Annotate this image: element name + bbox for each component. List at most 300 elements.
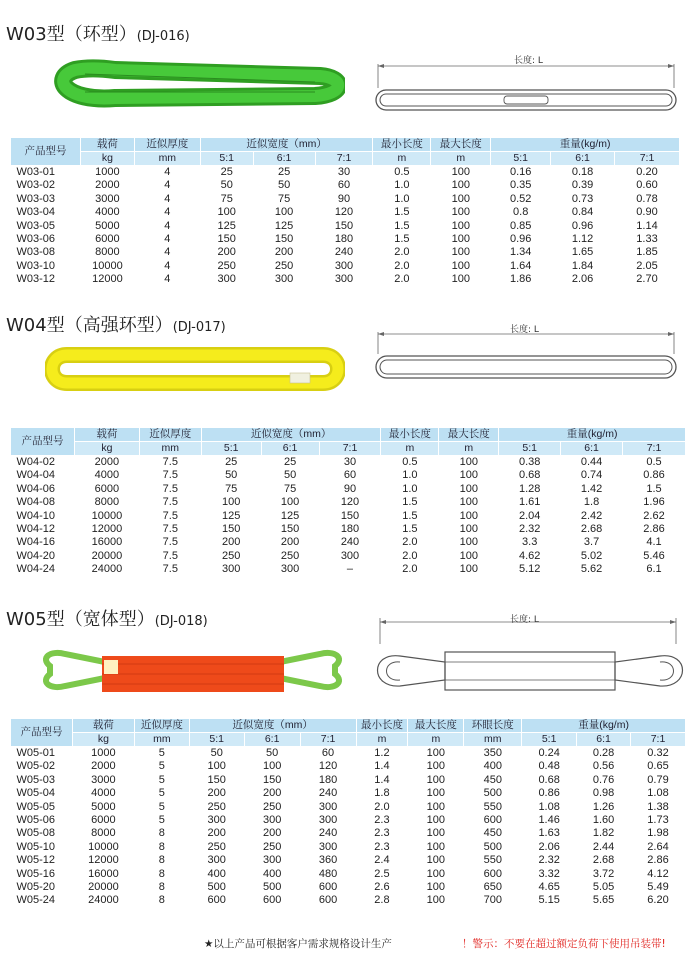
unit-cell: m <box>356 733 408 747</box>
value-cell: 550 <box>483 854 502 867</box>
value-cell: 1.5 <box>402 496 418 509</box>
value-cell: 300 <box>262 854 282 867</box>
unit-cell: kg <box>72 733 134 747</box>
value-cell: 150 <box>274 233 294 246</box>
value-cell: 7.5 <box>162 469 178 482</box>
header-weight: 重量(kg/m) <box>522 719 686 733</box>
value-cell: 1.28 <box>518 482 541 495</box>
header-width: 近似宽度（mm） <box>200 138 373 152</box>
header-width: 近似宽度（mm） <box>201 428 381 442</box>
value-cell: 500 <box>483 840 502 853</box>
value-cell: 12000 <box>91 523 123 536</box>
value-cell: 8 <box>158 894 165 907</box>
value-cell: 300 <box>318 800 338 813</box>
unit-cell: 6:1 <box>561 442 623 456</box>
value-cell: 1.4 <box>374 760 390 773</box>
value-cell: 4 <box>164 259 171 272</box>
model-cell: W04-20 <box>16 549 56 562</box>
value-cell: 100 <box>451 179 470 192</box>
value-cell: 300 <box>274 273 294 286</box>
section-code: (DJ-016) <box>136 29 190 44</box>
unit-cell: m <box>408 733 464 747</box>
table-header-row <box>11 138 680 152</box>
value-cell: 5 <box>158 787 165 800</box>
value-cell: 0.35 <box>509 179 532 192</box>
header-max-length: 最大长度 <box>431 138 491 152</box>
section-title-w05 <box>6 605 208 631</box>
value-cell: 2000 <box>91 760 116 773</box>
table-row <box>11 881 686 894</box>
value-cell: 6000 <box>94 482 120 495</box>
value-cell: 25 <box>283 456 297 468</box>
table-header-row <box>11 719 686 733</box>
unit-cell: 6:1 <box>551 152 615 166</box>
table-row <box>11 510 686 523</box>
header-max-length: 最大长度 <box>408 719 464 733</box>
value-cell: 100 <box>426 814 446 827</box>
model-cell: W04-04 <box>16 469 56 482</box>
value-cell: 30 <box>337 166 351 178</box>
value-cell: 50 <box>210 747 223 759</box>
value-cell: 100 <box>426 894 446 907</box>
value-cell: 2.68 <box>592 854 615 867</box>
unit-cell: mm <box>139 442 201 456</box>
value-cell: 8000 <box>91 827 116 840</box>
unit-cell: 5:1 <box>201 442 261 456</box>
value-cell: 100 <box>217 206 236 219</box>
length-diagram-w04 <box>370 322 690 382</box>
unit-cell: 7:1 <box>315 152 373 166</box>
value-cell: 125 <box>274 219 294 232</box>
value-cell: 0.48 <box>538 760 560 773</box>
model-cell: W03-04 <box>16 206 56 219</box>
value-cell: 25 <box>220 166 233 178</box>
value-cell: 700 <box>483 894 502 907</box>
value-cell: 5 <box>158 747 165 759</box>
table-row <box>11 260 680 273</box>
model-cell: W04-12 <box>16 523 56 536</box>
unit-cell: 5:1 <box>200 152 253 166</box>
sling-outline-drawing <box>370 612 690 702</box>
value-cell: 0.78 <box>636 192 658 205</box>
table-row <box>11 179 680 192</box>
value-cell: 100 <box>451 233 470 246</box>
table-row <box>11 801 686 814</box>
value-cell: 4 <box>164 206 171 219</box>
header-min-length: 最小长度 <box>356 719 408 733</box>
value-cell: 4000 <box>94 469 120 482</box>
model-cell: W05-06 <box>16 814 56 827</box>
value-cell: 0.24 <box>538 747 560 759</box>
unit-cell: kg <box>74 442 139 456</box>
value-cell: 180 <box>340 523 360 536</box>
value-cell: 1.8 <box>374 787 390 800</box>
value-cell: 0.68 <box>538 773 560 786</box>
value-cell: 4000 <box>95 206 120 219</box>
value-cell: 12000 <box>92 273 123 286</box>
value-cell: 7.5 <box>162 456 178 468</box>
table-unit-row <box>11 733 686 747</box>
table-row <box>11 787 686 800</box>
value-cell: 7.5 <box>162 549 178 562</box>
value-cell: 5.46 <box>643 549 665 562</box>
value-cell: 2.4 <box>374 854 390 867</box>
unit-cell: 6:1 <box>253 152 315 166</box>
table-body <box>11 456 686 577</box>
value-cell: 100 <box>459 563 478 576</box>
value-cell: 1.26 <box>592 800 615 813</box>
model-cell: W05-03 <box>16 773 56 786</box>
value-cell: 300 <box>222 563 241 576</box>
unit-cell: 6:1 <box>244 733 300 747</box>
value-cell: 7.5 <box>162 536 178 549</box>
table-row <box>11 246 680 259</box>
value-cell: 600 <box>318 881 338 894</box>
value-cell: 0.39 <box>571 179 594 192</box>
unit-cell: m <box>431 152 491 166</box>
model-cell: W05-16 <box>16 867 56 880</box>
value-cell: 0.5 <box>394 166 410 178</box>
value-cell: 5 <box>158 800 165 813</box>
value-cell: 100 <box>459 456 478 468</box>
value-cell: 500 <box>262 881 282 894</box>
value-cell: 100 <box>426 747 446 759</box>
unit-cell: 7:1 <box>631 733 686 747</box>
table-row <box>11 206 680 219</box>
value-cell: 20000 <box>91 549 123 562</box>
value-cell: 200 <box>262 827 282 840</box>
model-cell: W04-16 <box>16 536 56 549</box>
value-cell: 2.0 <box>394 273 410 286</box>
value-cell: 250 <box>207 840 226 853</box>
value-cell: 300 <box>217 273 236 286</box>
value-cell: 100 <box>426 773 446 786</box>
value-cell: 100 <box>451 166 470 178</box>
value-cell: 100 <box>459 523 478 536</box>
unit-cell: 6:1 <box>261 442 319 456</box>
header-min-length: 最小长度 <box>373 138 431 152</box>
value-cell: 100 <box>459 482 478 495</box>
unit-cell: mm <box>464 733 522 747</box>
value-cell: 250 <box>262 800 282 813</box>
table-body <box>11 747 686 908</box>
value-cell: 2.86 <box>643 523 665 536</box>
table-row <box>11 841 686 854</box>
round-sling-green-image <box>45 40 345 120</box>
value-cell: 0.5 <box>402 456 418 468</box>
value-cell: 1.33 <box>636 233 658 246</box>
value-cell: – <box>346 563 354 576</box>
value-cell: 500 <box>207 881 226 894</box>
value-cell: 0.56 <box>592 760 615 773</box>
value-cell: 8 <box>158 867 165 880</box>
value-cell: 200 <box>217 246 236 259</box>
value-cell: 250 <box>217 259 236 272</box>
value-cell: 12000 <box>88 854 119 867</box>
unit-cell: m <box>373 152 431 166</box>
value-cell: 4 <box>164 219 171 232</box>
value-cell: 150 <box>334 219 354 232</box>
value-cell: 2000 <box>94 456 120 468</box>
value-cell: 300 <box>280 563 300 576</box>
value-cell: 500 <box>483 787 502 800</box>
value-cell: 200 <box>222 536 241 549</box>
value-cell: 2.0 <box>402 549 418 562</box>
value-cell: 16000 <box>91 536 123 549</box>
model-cell: W03-01 <box>16 166 56 178</box>
value-cell: 6000 <box>91 814 116 827</box>
value-cell: 8 <box>158 881 165 894</box>
value-cell: 20000 <box>88 881 119 894</box>
header-load: 载荷 <box>80 138 134 152</box>
unit-cell: 5:1 <box>522 733 577 747</box>
value-cell: 24000 <box>91 563 123 576</box>
value-cell: 150 <box>207 773 226 786</box>
value-cell: 0.96 <box>571 219 594 232</box>
value-cell: 75 <box>283 482 297 495</box>
value-cell: 120 <box>340 496 360 509</box>
value-cell: 1.8 <box>583 496 600 509</box>
value-cell: 0.52 <box>509 192 532 205</box>
value-cell: 0.32 <box>647 747 669 759</box>
value-cell: 2.64 <box>647 840 669 853</box>
value-cell: 2.32 <box>538 854 560 867</box>
footer-note: ★以上产品可根据客户需求规格设计生产 <box>204 938 392 950</box>
value-cell: 1.14 <box>636 219 658 232</box>
value-cell: 1.84 <box>571 259 594 272</box>
value-cell: 90 <box>337 192 351 205</box>
value-cell: 2.8 <box>374 894 390 907</box>
value-cell: 4.65 <box>538 881 560 894</box>
value-cell: 50 <box>283 469 297 482</box>
value-cell: 1.63 <box>538 827 560 840</box>
value-cell: 2.04 <box>518 509 541 522</box>
table-row <box>11 550 686 563</box>
value-cell: 1.60 <box>592 814 615 827</box>
value-cell: 100 <box>459 549 478 562</box>
table-row <box>11 193 680 206</box>
value-cell: 100 <box>426 760 446 773</box>
value-cell: 100 <box>426 854 446 867</box>
length-label: 长度: L <box>510 615 539 625</box>
value-cell: 0.85 <box>509 219 532 232</box>
value-cell: 2.62 <box>643 509 665 522</box>
value-cell: 2.86 <box>647 854 669 867</box>
header-width: 近似宽度（mm） <box>189 719 356 733</box>
value-cell: 100 <box>426 827 446 840</box>
value-cell: 450 <box>483 827 502 840</box>
value-cell: 10000 <box>88 840 119 853</box>
value-cell: 200 <box>262 787 282 800</box>
value-cell: 250 <box>262 840 282 853</box>
value-cell: 5.12 <box>518 563 541 576</box>
value-cell: 5 <box>158 773 165 786</box>
unit-cell: 5:1 <box>189 733 244 747</box>
value-cell: 125 <box>280 509 300 522</box>
header-model: 产品型号 <box>11 138 81 166</box>
header-eye-length: 环眼长度 <box>464 719 522 733</box>
value-cell: 4 <box>164 179 171 192</box>
value-cell: 1.34 <box>509 246 532 259</box>
value-cell: 5 <box>158 814 165 827</box>
table-body <box>11 166 680 287</box>
table-row <box>11 273 680 286</box>
table-unit-row <box>11 152 680 166</box>
header-thickness: 近似厚度 <box>139 428 201 442</box>
model-cell: W05-08 <box>16 827 56 840</box>
value-cell: 100 <box>451 192 470 205</box>
unit-cell: mm <box>134 733 189 747</box>
value-cell: 1.73 <box>647 814 669 827</box>
value-cell: 100 <box>451 246 470 259</box>
table-row <box>11 536 686 549</box>
value-cell: 100 <box>459 469 478 482</box>
value-cell: 200 <box>207 787 226 800</box>
model-cell: W03-03 <box>16 192 56 205</box>
value-cell: 100 <box>274 206 294 219</box>
model-cell: W03-06 <box>16 233 56 246</box>
value-cell: 100 <box>459 496 478 509</box>
section-title-w04 <box>6 311 226 337</box>
table-row <box>11 220 680 233</box>
header-min-length: 最小长度 <box>381 428 439 442</box>
unit-cell: m <box>381 442 439 456</box>
value-cell: 125 <box>217 219 236 232</box>
value-cell: 1.5 <box>402 523 418 536</box>
value-cell: 100 <box>426 881 446 894</box>
value-cell: 30 <box>343 456 357 468</box>
value-cell: 250 <box>280 549 300 562</box>
value-cell: 5 <box>158 760 165 773</box>
value-cell: 1.0 <box>402 482 418 495</box>
value-cell: 5.05 <box>592 881 615 894</box>
value-cell: 5.15 <box>538 894 560 907</box>
model-cell: W04-10 <box>16 509 56 522</box>
value-cell: 2.6 <box>374 881 390 894</box>
value-cell: 1.61 <box>518 496 541 509</box>
unit-cell: 5:1 <box>491 152 551 166</box>
model-cell: W04-24 <box>16 563 56 576</box>
value-cell: 24000 <box>88 894 119 907</box>
spec-table-w04 <box>10 427 686 577</box>
table-row <box>11 827 686 840</box>
value-cell: 1.12 <box>571 233 594 246</box>
value-cell: 1.42 <box>580 482 603 495</box>
header-model: 产品型号 <box>11 719 73 747</box>
value-cell: 4.1 <box>646 536 662 549</box>
table-unit-row <box>11 442 686 456</box>
unit-cell: kg <box>80 152 134 166</box>
value-cell: 100 <box>222 496 241 509</box>
value-cell: 1.5 <box>646 482 662 495</box>
table-row <box>11 563 686 576</box>
value-cell: 50 <box>266 747 279 759</box>
value-cell: 0.18 <box>571 166 594 178</box>
value-cell: 4 <box>164 246 171 259</box>
value-cell: 400 <box>483 760 502 773</box>
value-cell: 2.06 <box>538 840 560 853</box>
table-row <box>11 233 680 246</box>
value-cell: 0.16 <box>509 166 532 178</box>
value-cell: 0.79 <box>647 773 669 786</box>
value-cell: 400 <box>207 867 226 880</box>
model-cell: W03-05 <box>16 219 56 232</box>
value-cell: 2.06 <box>571 273 594 286</box>
value-cell: 1.64 <box>509 259 532 272</box>
value-cell: 1.2 <box>374 747 390 759</box>
value-cell: 50 <box>220 179 233 192</box>
header-weight: 重量(kg/m) <box>499 428 686 442</box>
header-thickness: 近似厚度 <box>134 138 200 152</box>
value-cell: 300 <box>318 840 338 853</box>
value-cell: 600 <box>262 894 282 907</box>
value-cell: 100 <box>459 536 478 549</box>
spec-table-w03 <box>10 137 680 287</box>
value-cell: 75 <box>225 482 238 495</box>
model-cell: W05-12 <box>16 854 56 867</box>
model-cell: W05-01 <box>16 747 56 759</box>
model-cell: W03-08 <box>16 246 56 259</box>
table-row <box>11 456 686 470</box>
round-sling-yellow-image <box>45 345 345 391</box>
unit-cell: 6:1 <box>577 733 631 747</box>
value-cell: 75 <box>220 192 233 205</box>
unit-cell: m <box>439 442 499 456</box>
value-cell: 2.32 <box>518 523 541 536</box>
value-cell: 7.5 <box>162 523 178 536</box>
value-cell: 300 <box>340 549 360 562</box>
table-row <box>11 469 686 482</box>
model-cell: W04-08 <box>16 496 56 509</box>
unit-cell: mm <box>134 152 200 166</box>
section-code: (DJ-017) <box>172 320 226 335</box>
length-label: 长度: L <box>514 56 543 66</box>
value-cell: 0.68 <box>518 469 541 482</box>
section-title-text: W05型（宽体型） <box>6 609 155 630</box>
value-cell: 600 <box>318 894 338 907</box>
value-cell: 0.44 <box>580 456 603 468</box>
value-cell: 1.82 <box>592 827 615 840</box>
value-cell: 60 <box>337 179 351 192</box>
value-cell: 5.02 <box>580 549 603 562</box>
value-cell: 240 <box>340 536 360 549</box>
value-cell: 1.86 <box>509 273 532 286</box>
value-cell: 4000 <box>91 787 116 800</box>
value-cell: 150 <box>217 233 236 246</box>
value-cell: 25 <box>225 456 238 468</box>
value-cell: 550 <box>483 800 502 813</box>
value-cell: 1.5 <box>394 233 410 246</box>
value-cell: 3000 <box>95 192 120 205</box>
model-cell: W05-20 <box>16 881 56 894</box>
unit-cell: 7:1 <box>623 442 686 456</box>
table-row <box>11 894 686 907</box>
value-cell: 6.20 <box>647 894 669 907</box>
model-cell: W05-02 <box>16 760 56 773</box>
value-cell: 25 <box>277 166 291 178</box>
value-cell: 400 <box>262 867 282 880</box>
value-cell: 2.44 <box>592 840 615 853</box>
value-cell: 3.3 <box>522 536 538 549</box>
value-cell: 2.3 <box>374 827 390 840</box>
flat-sling-orange-image <box>40 648 345 698</box>
value-cell: 360 <box>318 854 338 867</box>
table-row <box>11 747 686 761</box>
value-cell: 450 <box>483 773 502 786</box>
value-cell: 2.3 <box>374 840 390 853</box>
value-cell: 7.5 <box>162 563 178 576</box>
model-cell: W05-04 <box>16 787 56 800</box>
